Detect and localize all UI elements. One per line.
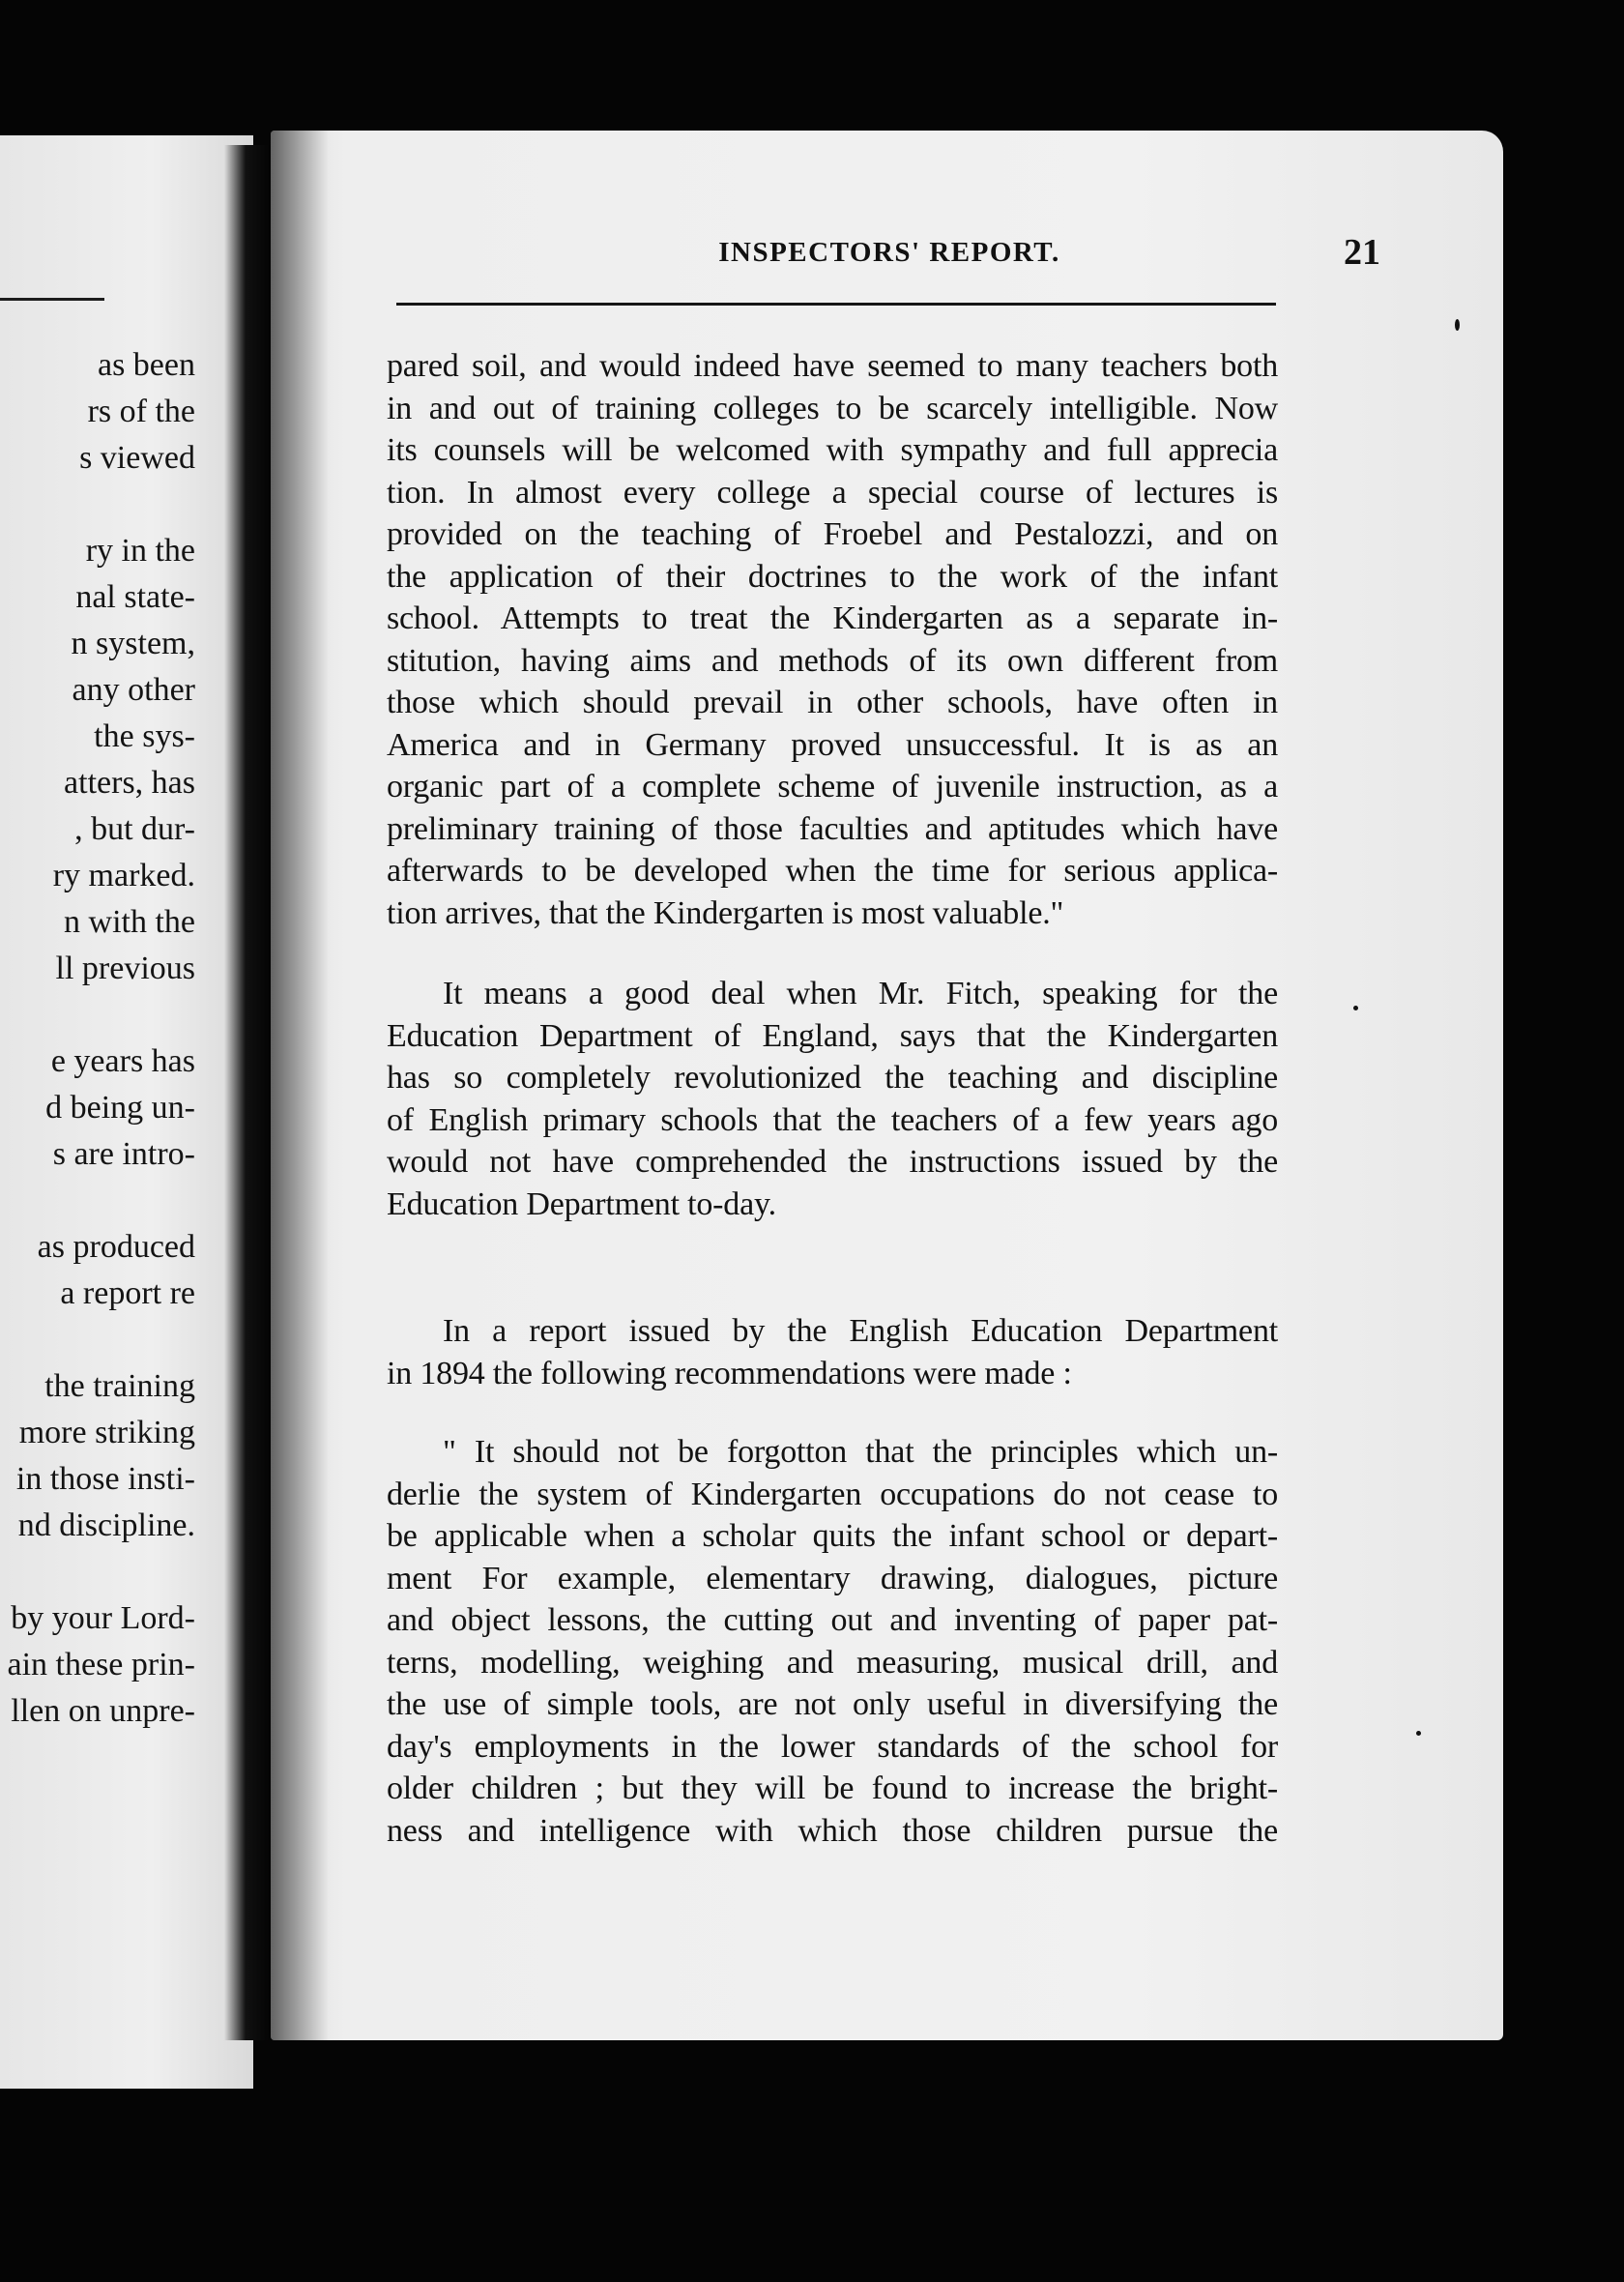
left-line-gap xyxy=(8,992,196,1039)
text-line: the use of simple tools, are not only useful in diversifying the xyxy=(387,1686,1278,1722)
left-line-gap xyxy=(8,1317,196,1363)
text-line: in and out of training colleges to be scarcely intelligible. Now xyxy=(387,390,1278,426)
left-line: by your Lord- xyxy=(11,1600,195,1636)
text-line: It means a good deal when Mr. Fitch, speaking for the xyxy=(443,976,1278,1011)
left-line: as been xyxy=(97,347,195,383)
text-line: older children ; but they will be found to increase the bright- xyxy=(387,1770,1278,1806)
text-line: afterwards to be developed when the time for serious applica- xyxy=(387,853,1278,889)
left-page-text xyxy=(8,342,196,1735)
left-line: llen on unpre- xyxy=(11,1693,195,1729)
text-line: derlie the system of Kindergarten occupations do not cease to xyxy=(387,1476,1278,1512)
text-line: " It should not be forgotton that the principles which un- xyxy=(443,1434,1278,1470)
speck xyxy=(1416,1731,1421,1736)
right-page xyxy=(271,131,1503,2040)
paragraph-report-1894 xyxy=(387,1310,1278,1394)
page-number: 21 xyxy=(1344,232,1380,273)
left-line: the sys- xyxy=(94,718,195,754)
text-line: In a report issued by the English Education Department xyxy=(443,1313,1278,1349)
page-curl-shadow xyxy=(271,131,329,2040)
text-line: ness and intelligence with which those children pursue the xyxy=(387,1812,1278,1849)
header-rule xyxy=(396,303,1276,306)
left-line: nd discipline. xyxy=(17,1507,195,1543)
text-line: terns, modelling, weighing and measuring, musical drill, and xyxy=(387,1644,1278,1681)
text-line: stitution, having aims and methods of its own different from xyxy=(387,642,1278,679)
text-line: be applicable when a scholar quits the infant school or depart- xyxy=(387,1518,1278,1554)
left-line: e years has xyxy=(50,1043,195,1079)
text-line: America and in Germany proved unsuccessful. It is as an xyxy=(387,726,1278,763)
text-line: pared soil, and would indeed have seemed to many teachers both xyxy=(387,348,1278,384)
running-head-title: INSPECTORS' REPORT. xyxy=(718,237,1060,268)
body-text xyxy=(387,345,1278,1852)
left-line: nal state- xyxy=(75,579,195,615)
left-line: ll previous xyxy=(55,951,195,986)
left-line: , but dur- xyxy=(74,811,195,847)
paragraph-quote-continued xyxy=(387,345,1278,934)
text-line: organic part of a complete scheme of juvenile instruction, as a xyxy=(387,769,1278,805)
text-line: day's employments in the lower standards of the school for xyxy=(387,1728,1278,1765)
left-line-gap xyxy=(8,482,196,528)
left-line: a report re xyxy=(60,1275,195,1311)
running-head xyxy=(387,232,1392,285)
left-page-rule xyxy=(0,298,104,301)
text-line: Education Department to-day. xyxy=(387,1185,776,1222)
left-line-gap xyxy=(8,1549,196,1595)
text-line: ment For example, elementary drawing, dialogues, picture xyxy=(387,1560,1278,1596)
left-line: s viewed xyxy=(79,440,195,476)
text-line: tion arrives, that the Kindergarten is most valuable." xyxy=(387,894,1064,931)
speck xyxy=(1353,1006,1358,1010)
text-line: has so completely revolutionized the teaching and discipline xyxy=(387,1060,1278,1096)
paragraph-fitch xyxy=(387,973,1278,1225)
paragraph-recommendations-quote xyxy=(387,1431,1278,1852)
left-line: more striking xyxy=(18,1415,195,1450)
text-line: preliminary training of those faculties and aptitudes which have xyxy=(387,810,1278,847)
left-line: as produced xyxy=(37,1229,195,1265)
left-line: d being un- xyxy=(45,1090,195,1126)
left-line: ain these prin- xyxy=(7,1647,195,1682)
left-line: s are intro- xyxy=(52,1136,195,1172)
left-line: n with the xyxy=(64,904,195,940)
text-line: its counsels will be welcomed with sympathy and full apprecia xyxy=(387,432,1278,468)
speck xyxy=(1455,319,1460,331)
left-line: any other xyxy=(72,672,195,708)
text-line: would not have comprehended the instructions issued by the xyxy=(387,1144,1278,1180)
text-line: tion. In almost every college a special course of lectures is xyxy=(387,474,1278,511)
left-line: ry in the xyxy=(85,533,195,569)
left-line: the training xyxy=(44,1368,195,1404)
left-line: n system, xyxy=(71,626,195,661)
left-line: atters, has xyxy=(64,765,195,801)
text-line: the application of their doctrines to the work of the infant xyxy=(387,558,1278,595)
text-line: those which should prevail in other schools, have often in xyxy=(387,685,1278,720)
left-line: in those insti- xyxy=(15,1461,195,1497)
text-line: and object lessons, the cutting out and inventing of paper pat- xyxy=(387,1602,1278,1638)
text-line: school. Attempts to treat the Kindergarten as a separate in- xyxy=(387,600,1278,636)
left-line-gap xyxy=(8,1178,196,1224)
text-line: in 1894 the following recommendations were made : xyxy=(387,1355,1072,1391)
text-line: provided on the teaching of Froebel and Pestalozzi, and on xyxy=(387,516,1278,552)
left-line: ry marked. xyxy=(52,858,195,893)
left-page xyxy=(0,135,253,2089)
left-line: rs of the xyxy=(87,394,195,429)
book-gutter xyxy=(224,145,277,2040)
text-line: of English primary schools that the teachers of a few years ago xyxy=(387,1101,1278,1138)
text-line: Education Department of England, says that the Kindergarten xyxy=(387,1017,1278,1054)
